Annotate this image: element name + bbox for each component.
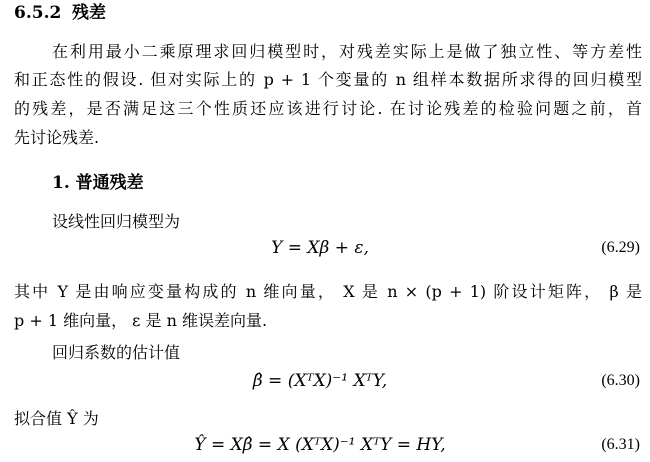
equation-lhs: β̂ =: [252, 371, 283, 391]
equation-formula: Y = Xβ + ε,: [271, 238, 369, 258]
where-line-2: p + 1 维向量， ε 是 n 维误差向量.: [14, 311, 268, 330]
intro-line-2: 和正态性的假设. 但对实际上的 p + 1 个变量的 n 组样本数据所求得的回归模型: [14, 70, 642, 89]
section-title: 残差: [72, 3, 106, 23]
fit-intro: 拟合值 Ŷ 为: [14, 409, 99, 428]
where-line-1: 其中 Y 是由响应变量构成的 n 维向量， X 是 n × (p + 1) 阶设计矩阵， β 是: [14, 282, 642, 301]
subsection-title: 普通残差: [75, 173, 144, 193]
equation-number: (6.31): [601, 436, 640, 453]
section-number: 6.5.2: [14, 3, 62, 23]
model-intro: 设线性回归模型为: [52, 212, 181, 231]
coef-intro: 回归系数的估计值: [52, 343, 181, 362]
equation-formula: Ŷ = Xβ̂ = X (XᵀX)⁻¹ XᵀY = HY,: [194, 435, 446, 455]
equation-rhs: (XᵀX)⁻¹ XᵀY,: [287, 371, 388, 391]
intro-line-1: 在利用最小二乘原理求回归模型时，对残差实际上是做了独立性、等方差性: [52, 42, 642, 61]
equation-formula: [0, 369, 640, 393]
subsection-number: 1.: [52, 173, 70, 193]
intro-line-4: 先讨论残差.: [14, 128, 100, 147]
intro-line-3: 的残差，是否满足这三个性质还应该进行讨论. 在讨论残差的检验问题之前，首: [14, 99, 642, 118]
subsection-heading: [52, 173, 642, 193]
equation-number: (6.29): [601, 239, 640, 256]
equation-number: (6.30): [601, 372, 640, 389]
section-heading: [14, 3, 642, 23]
